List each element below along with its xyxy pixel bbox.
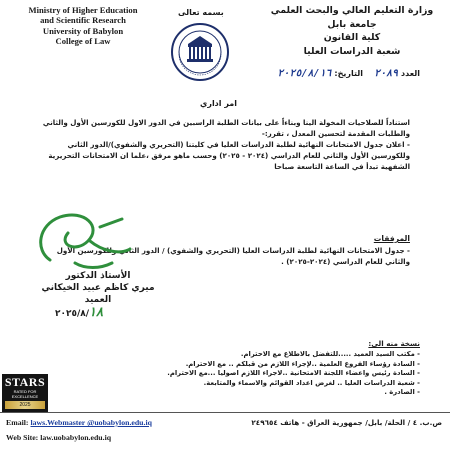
university-name-ar: جامعة بابل (327, 18, 377, 30)
reference-date: ٢٠٢٥/٨/١٦ (277, 68, 332, 79)
copies-list (70, 350, 420, 398)
stars-logo-title: STARS (4, 375, 46, 389)
signature-date-day: ١٨ (89, 305, 104, 320)
footer-website (6, 433, 111, 442)
reference-number: ٢٠٨٩ (374, 68, 399, 79)
email-label: Email: (6, 418, 29, 427)
attachments-text: - جدول الامتحانات النهائية لطلبة الدراسات العليا (التحريري والشفوي) / الدور الثاني وللكورسين الأول والثاني للعام الدراسي (٢٠٢٤-٢٠٢٥) . (56, 246, 410, 266)
order-paragraph-1: استناداً للصلاحيات المخولة الينا وبناءاً على بيانات الطلبة الراسبين في الدور الاول للكورسين الأول والثاني والطلبات المقدمة لتحسين المعدل ، تقرر:- (42, 118, 410, 138)
copies-item: - السادة رؤساء الفروع العلمية ..لإجراء اللازم من قبلكم .. مع الاحترام. (185, 359, 420, 368)
footer-address: ص.ب. ٤ / الحلة/ بابل/ جمهورية العراق - هاتف ٢٤٩٦٥٤ (251, 418, 442, 427)
website-link[interactable]: law.uobabylon.edu.iq (40, 433, 112, 442)
copies-item: - مكتب السيد العميد .....للتفضل بالاطلاع مع الاحترام. (240, 350, 420, 358)
signature-block (28, 270, 168, 306)
stars-logo-year: 2025 (5, 401, 45, 409)
copies-item: - شعبة الدراسات العليا .. لغرض اعداد القوائم والاسماء والمتابعة. (203, 378, 420, 387)
copies-heading: نسخة منه الى: (368, 339, 420, 348)
university-seal-icon (170, 22, 230, 82)
college-name-ar: كلية القانون (323, 32, 381, 43)
reference-date-label: التاريخ: (334, 69, 363, 78)
ministry-name-en-2: and Scientific Research (40, 15, 126, 26)
footer-email (6, 418, 152, 427)
order-body (40, 117, 410, 172)
ministry-name-ar: وزارة التعليم العالي والبحث العلمي (270, 5, 434, 16)
bismillah: بسمه تعالى (178, 8, 224, 17)
stars-rating-logo (2, 374, 48, 412)
stars-logo-subtitle: RATED FOR EXCELLENCE (11, 389, 39, 399)
university-name-en: University of Babylon (42, 25, 124, 36)
signatory-title: الأستاذ الدكتور (65, 271, 131, 281)
document-title: امر اداري (200, 99, 237, 108)
signatory-role: العميد (84, 295, 112, 305)
reference-number-label: العدد (401, 69, 420, 78)
signatory-name: ميري كاظم عبيد الخيكاني (41, 283, 155, 293)
copies-item: - الصادرة . (384, 388, 420, 396)
dean-signature-icon (30, 205, 140, 275)
reference-line (277, 68, 420, 79)
english-letterhead (8, 5, 158, 47)
footer-divider (0, 412, 450, 413)
website-label: Web Site: (6, 433, 39, 442)
ministry-name-en: Ministry of Higher Education (28, 5, 138, 15)
order-paragraph-2: - اعلان جدول الامتحانات النهائية لطلبة الدراسات العليا في كليتنا (التحريري والشفوي)/الدور الثاني وللكورسين الأول والثاني للعام الدراسي (٢٠٢٤ - ٢٠٢٥) وحسب ماهو مرفق ،علما ان الامتحانات التحريرية الشفهية تبدأ في الساعة التاسعة صباحا (48, 140, 410, 171)
arabic-letterhead (262, 4, 442, 58)
copies-item: - السادة رئيس واعضاء اللجنة الامتحانية ..لاجراء اللازم اصوليا ...مع الاحترام. (167, 369, 420, 377)
email-link[interactable]: laws.Webmaster @uobabylon.edu.iq (30, 418, 152, 427)
attachments-heading: المرفقات (373, 234, 410, 243)
signature-date-printed: ٢٠٢٥/٨/ (55, 309, 90, 319)
college-name-en: College of Law (55, 36, 111, 47)
department-name-ar: شعبة الدراسات العليا (303, 45, 401, 57)
signature-date (55, 305, 103, 320)
